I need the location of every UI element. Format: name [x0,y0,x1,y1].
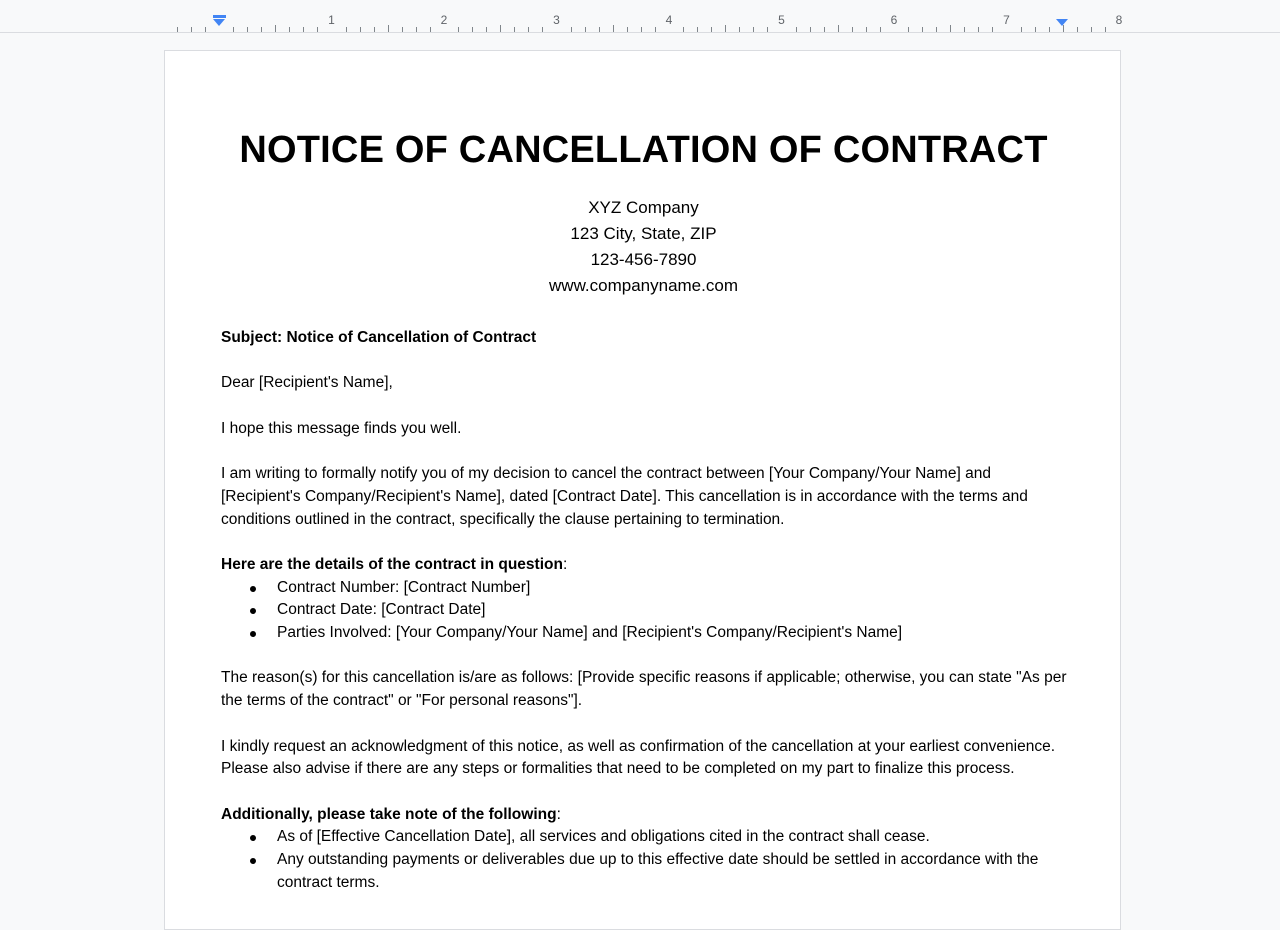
ruler-tick [1091,27,1092,32]
ruler-tick [247,27,248,32]
list-item: As of [Effective Cancellation Date], all services and obligations cited in the contract shall cease. [221,826,1071,849]
list-item: Parties Involved: [Your Company/Your Name] and [Recipient's Company/Recipient's Name] [221,622,1071,645]
ruler-number: 5 [778,13,785,27]
additional-heading-text: Additionally, please take note of the following [221,805,557,823]
ruler-number: 1 [328,13,335,27]
ruler-tick [346,27,347,32]
company-block [165,195,1122,299]
ruler-tick [388,25,389,32]
ruler-tick [739,27,740,32]
paragraph-reasons: The reason(s) for this cancellation is/are as follows: [Provide specific reasons if applicable; otherwise, you can state "As per the terms of the contract" or "For personal reasons"]. [221,669,1067,710]
ruler-tick [767,27,768,32]
ruler-tick [908,27,909,32]
company-address: 123 City, State, ZIP [570,224,717,243]
ruler-tick [725,25,726,32]
details-heading-colon: : [562,555,568,573]
company-phone: 123-456-7890 [590,250,697,269]
ruler-tick [1021,27,1022,32]
ruler-tick [655,27,656,32]
ruler-tick [360,27,361,32]
additional-list [221,826,1071,894]
ruler-tick [402,27,403,32]
ruler-tick [486,27,487,32]
ruler-tick [289,27,290,32]
ruler-number: 2 [440,13,448,27]
list-item: Contract Date: [Contract Date] [221,599,1071,622]
ruler-tick [528,27,529,32]
ruler-tick [711,27,712,32]
ruler-tick [810,27,811,32]
ruler-number: 6 [890,13,898,27]
ruler-tick [317,27,318,32]
ruler-tick [796,27,797,32]
ruler-tick [992,27,993,32]
ruler-track[interactable] [164,0,1122,32]
ruler-tick [838,25,839,32]
letter-body [221,327,1071,894]
ruler-tick [978,27,979,32]
ruler-tick [514,27,515,32]
ruler-tick [1063,25,1064,32]
ruler-tick [430,27,431,32]
ruler-tick [303,27,304,32]
ruler-tick [275,25,276,32]
ruler-tick [191,27,192,32]
details-heading-text: Here are the details of the contract in question [221,555,563,573]
ruler-tick [585,27,586,32]
ruler-tick [753,27,754,32]
ruler-tick [824,27,825,32]
ruler-tick [880,27,881,32]
ruler-number: 8 [1115,13,1123,27]
ruler-tick [613,25,614,32]
additional-heading-colon: : [556,805,561,823]
ruler-tick [500,25,501,32]
ruler-tick [261,27,262,32]
document-page[interactable] [164,50,1121,930]
ruler-tick [964,27,965,32]
ruler-tick [571,27,572,32]
ruler-tick [374,27,375,32]
ruler-tick [866,27,867,32]
paragraph-request: I kindly request an acknowledgment of this notice, as well as confirmation of the cancellation at your earliest convenience. Please also advise if there are any steps or formalities that need to be completed on my part to finalize this process. [221,737,1056,778]
subject-line: Subject: Notice of Cancellation of Contract [221,329,537,346]
ruler-tick [177,27,178,32]
company-website: www.companyname.com [549,276,738,295]
ruler-number: 4 [665,13,673,27]
details-heading [221,554,1071,577]
first-line-indent-handle[interactable] [213,15,226,18]
ruler-tick [936,27,937,32]
ruler-number: 7 [1003,13,1010,27]
details-list [221,577,1071,645]
ruler-tick [697,27,698,32]
horizontal-ruler[interactable] [0,0,1280,33]
ruler-tick [1077,27,1078,32]
ruler-tick [472,27,473,32]
ruler-number: 3 [553,13,560,27]
ruler-tick [542,27,543,32]
list-item: Contract Number: [Contract Number] [221,577,1071,600]
list-item: Any outstanding payments or deliverables due up to this effective date should be settled in accordance with the contract terms. [221,849,1071,894]
opening-line: I hope this message finds you well. [221,419,462,437]
ruler-tick [205,27,206,32]
ruler-tick [233,27,234,32]
ruler-tick [416,27,417,32]
ruler-tick [1105,27,1106,32]
ruler-tick [458,27,459,32]
document-title: NOTICE OF CANCELLATION OF CONTRACT [239,129,1048,171]
ruler-tick [599,27,600,32]
paragraph-notification: I am writing to formally notify you of my decision to cancel the contract between [Your Company/Your Name] and [Recipient's Company/Recipient's Name], dated [Contract Date]. This cancellation is in accordance with the terms and conditions outlined in the contract, specifically the clause pertaining to termination. [221,465,1028,528]
left-indent-handle[interactable] [213,19,225,26]
ruler-tick [683,27,684,32]
additional-heading [221,804,1071,827]
ruler-tick [627,27,628,32]
ruler-tick [1035,27,1036,32]
ruler-tick [852,27,853,32]
greeting: Dear [Recipient's Name], [221,374,393,392]
ruler-tick [950,25,951,32]
ruler-tick [641,27,642,32]
ruler-tick [1049,27,1050,32]
ruler-tick [922,27,923,32]
company-name: XYZ Company [588,198,699,217]
